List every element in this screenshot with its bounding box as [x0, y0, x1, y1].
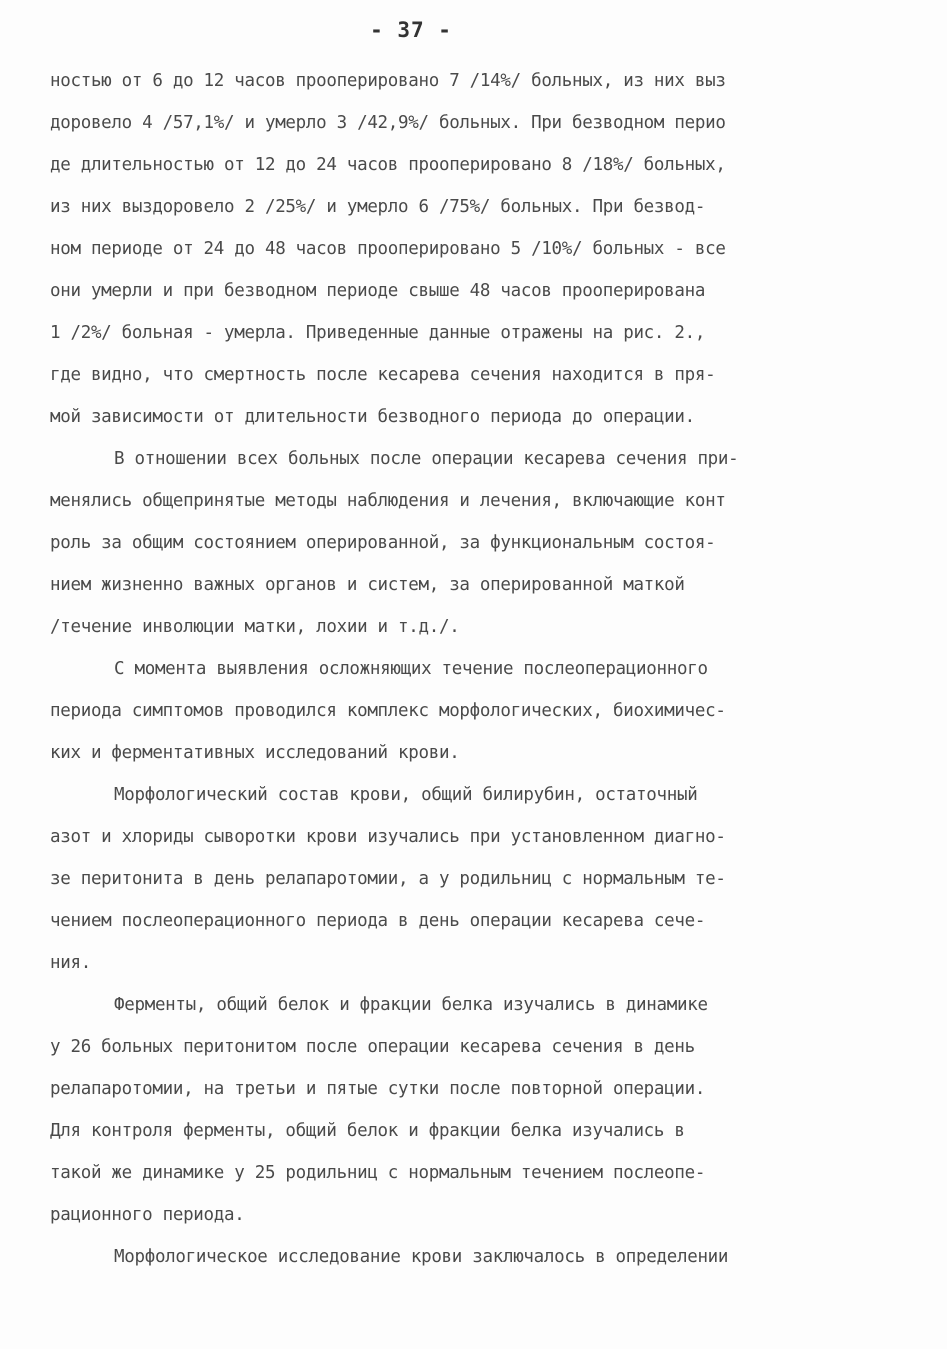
text-line: где видно, что смертность после кесарева сечения находится в пря- [50, 365, 716, 385]
text-line: ких и ферментативных исследований крови. [50, 743, 460, 763]
text-line: периода симптомов проводился комплекс морфологических, биохимичес- [50, 701, 726, 721]
text-line: ния. [50, 953, 91, 973]
text-line: С момента выявления осложняющих течение послеоперационного [114, 659, 708, 679]
text-line: роль за общим состоянием оперированной, за функциональным состоя- [50, 533, 716, 553]
text-line: доровело 4 /57,1%/ и умерло 3 /42,9%/ больных. При безводном перио [50, 113, 726, 133]
text-line: у 26 больных перитонитом после операции кесарева сечения в день [50, 1037, 695, 1057]
text-line: нием жизненно важных органов и систем, за оперированной маткой [50, 575, 685, 595]
text-line: Ферменты, общий белок и фракции белка изучались в динамике [114, 995, 708, 1015]
text-line: де длительностью от 12 до 24 часов прооперировано 8 /18%/ больных, [50, 155, 726, 175]
text-line: 1 /2%/ больная - умерла. Приведенные данные отражены на рис. 2., [50, 323, 706, 343]
text-line: такой же динамике у 25 родильниц с нормальным течением послеопе- [50, 1163, 706, 1183]
page-number: - 37 - [370, 18, 452, 42]
body-text [50, 60, 900, 1278]
text-line: /течение инволюции матки, лохии и т.д./. [50, 617, 460, 637]
text-line: менялись общепринятые методы наблюдения и лечения, включающие конт [50, 491, 726, 511]
text-line: из них выздоровело 2 /25%/ и умерло 6 /75%/ больных. При безвод- [50, 197, 706, 217]
text-line: мой зависимости от длительности безводного периода до операции. [50, 407, 695, 427]
text-line: рационного периода. [50, 1205, 245, 1225]
text-line: Для контроля ферменты, общий белок и фракции белка изучались в [50, 1121, 685, 1141]
text-line: зе перитонита в день релапаротомии, а у родильниц с нормальным те- [50, 869, 726, 889]
text-line: ном периоде от 24 до 48 часов прооперировано 5 /10%/ больных - все [50, 239, 726, 259]
text-line: они умерли и при безводном периоде свыше 48 часов прооперирована [50, 281, 706, 301]
text-line: Морфологический состав крови, общий билирубин, остаточный [114, 785, 698, 805]
text-line: ностью от 6 до 12 часов прооперировано 7 /14%/ больных, из них выз [50, 71, 726, 91]
text-line: релапаротомии, на третьи и пятые сутки после повторной операции. [50, 1079, 706, 1099]
text-line: азот и хлориды сыворотки крови изучались при установленном диагно- [50, 827, 726, 847]
text-line: Морфологическое исследование крови заключалось в определении [114, 1247, 729, 1267]
text-line: В отношении всех больных после операции кесарева сечения при- [114, 449, 739, 469]
text-line: чением послеоперационного периода в день операции кесарева сече- [50, 911, 706, 931]
